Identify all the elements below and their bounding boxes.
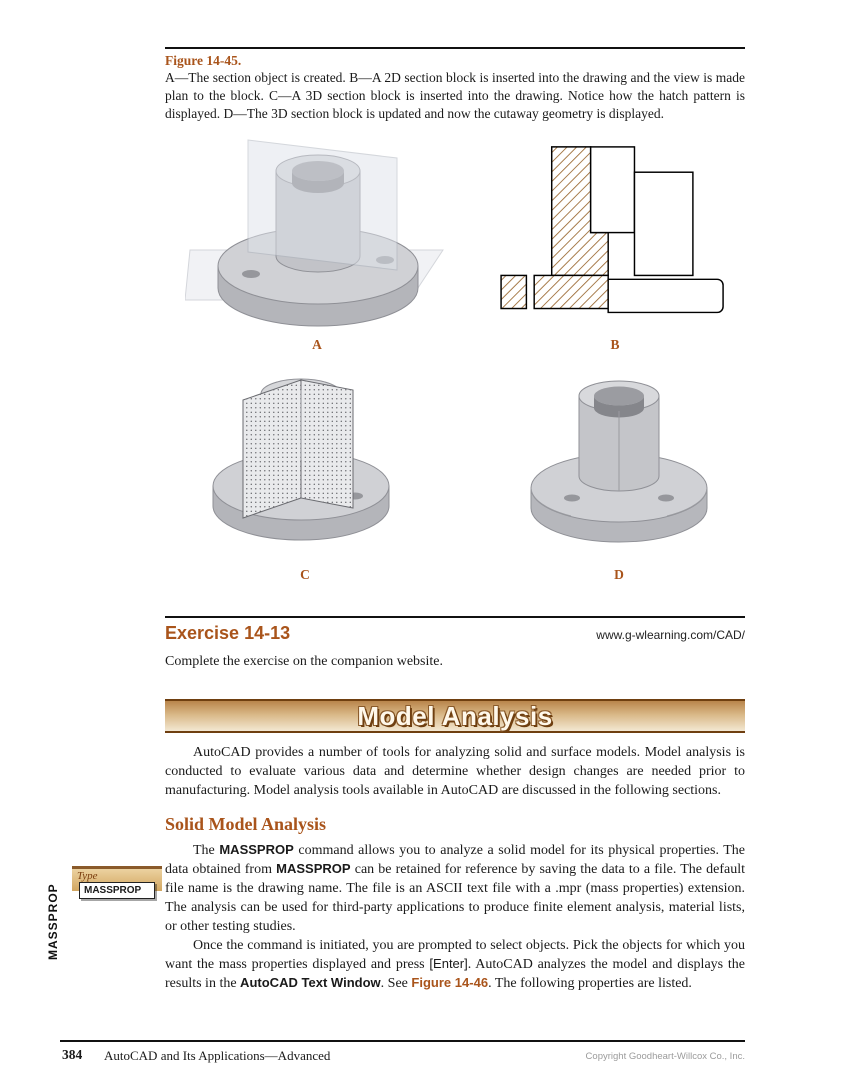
massprop-paragraph-1: The MASSPROP command allows you to analyze a solid model for its physical properties. The data obtained from MASSPROP can be retained for reference by saving the data to a file. The default file name is the drawing name. The file is an ASCII text file with a .mpr (mass properties) extension. The analysis can be used for third-party applications to produce finite element analysis, material lists, or other testing studies. <box>165 842 746 935</box>
type-command-box: MASSPROP <box>79 882 155 899</box>
main-text <box>165 743 745 993</box>
intro-paragraph: AutoCAD provides a number of tools for analyzing solid and surface models. Model analysis is conducted to evaluate various data and determine whether design changes are needed prior to manufacturing. Model analysis tools available in AutoCAD are discussed in the following sections. <box>165 745 745 799</box>
figure-caption: A—The section object is created. B—A 2D section block is inserted into the drawing and the view is made plan to the block. C—A 3D section block is inserted into the drawing. Notice how the hatch pattern is displayed. D—The 3D section block is updated and now the cutaway geometry is displayed. <box>165 70 745 121</box>
copyright-notice: Copyright Goodheart-Willcox Co., Inc. <box>585 1051 745 1062</box>
section-title: Model Analysis <box>357 700 553 731</box>
exercise-rule <box>165 616 745 618</box>
figure-top-rule <box>165 47 745 49</box>
page-number: 384 <box>62 1047 83 1062</box>
figure-panel-c-image <box>205 366 405 561</box>
type-access-box <box>72 866 162 899</box>
figure-panel-d-image <box>523 370 715 556</box>
figure-panel-a-label: A <box>312 337 322 352</box>
figure-panel-b-image <box>490 143 740 328</box>
exercise-title: Exercise 14-13 <box>165 623 291 643</box>
figure-panel-b-label: B <box>610 337 620 352</box>
exercise-description: Complete the exercise on the companion website. <box>165 654 443 669</box>
figure-panel-d-label: D <box>614 567 624 582</box>
footer-rule <box>60 1040 745 1042</box>
figure-label: Figure 14-45. <box>165 53 242 68</box>
type-bar-label: Type <box>72 866 162 891</box>
book-title: AutoCAD and Its Applications—Advanced <box>104 1048 331 1063</box>
figure-image-grid <box>165 136 745 594</box>
exercise-url[interactable]: www.g-wlearning.com/CAD/ <box>596 628 745 642</box>
massprop-paragraph-2: Once the command is initiated, you are prompted to select objects. Pick the objects for which you want the mass properties displayed and press [Enter]. AutoCAD analyzes the model and displays the results in the AutoCAD Text Window. See Figure 14-46. The following properties are listed. <box>165 938 745 992</box>
section-banner <box>165 699 745 733</box>
figure-panel-a-image <box>185 138 450 333</box>
margin-command-label: MASSPROP <box>46 883 60 960</box>
subsection-title: Solid Model Analysis <box>165 814 327 835</box>
figure-panel-c-label: C <box>300 567 310 582</box>
